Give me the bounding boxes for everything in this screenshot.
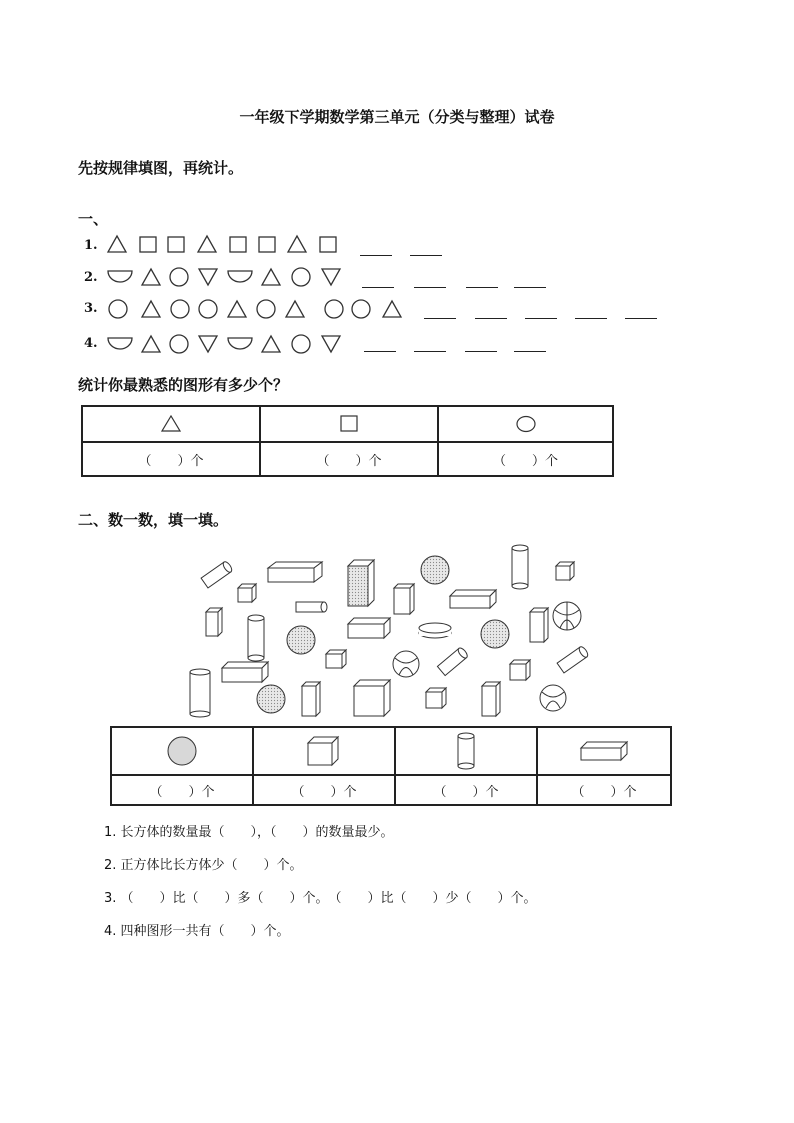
- cylinder-shape: [201, 560, 233, 588]
- question-4: [104, 920, 290, 939]
- stat-answer-cell[interactable]: （ ）个: [395, 775, 537, 805]
- stat-question: 统计你最熟悉的图形有多少个？: [78, 376, 289, 394]
- triangle-shape: [228, 301, 246, 317]
- pattern-row-3-shapes: [106, 297, 406, 321]
- triangle-shape: [198, 236, 216, 252]
- question-number: 2.: [104, 858, 117, 873]
- stat-header-square: [260, 406, 438, 442]
- answer-blank[interactable]: [514, 287, 546, 288]
- answer-blank[interactable]: [475, 318, 507, 319]
- answer-blank[interactable]: [466, 287, 498, 288]
- sphere-shape: [257, 685, 285, 713]
- stat-answer-cell[interactable]: （ ）个: [260, 442, 438, 476]
- answer-blank[interactable]: [414, 287, 446, 288]
- circle-shape: [171, 300, 189, 318]
- answer-blank[interactable]: [575, 318, 607, 319]
- pattern-row-2-shapes: [106, 266, 346, 288]
- cube-icon: [304, 735, 344, 767]
- square-icon: [340, 415, 358, 433]
- cuboid-shape: [394, 584, 414, 614]
- stat-header-triangle: [82, 406, 260, 442]
- stat-header-sphere: [111, 727, 253, 775]
- triangle-shape: [142, 336, 160, 352]
- answer-blank[interactable]: [414, 351, 446, 352]
- cylinder-icon: [455, 732, 477, 770]
- circle-shape: [170, 335, 188, 353]
- cube-shape: [238, 584, 256, 602]
- pattern-row-4: [84, 332, 98, 351]
- instruction: 先按规律填图，再统计。: [78, 159, 244, 177]
- triangle-icon: [161, 415, 181, 433]
- square-shape: [140, 237, 156, 252]
- cylinder-shape: [190, 669, 210, 717]
- cuboid-shape: [530, 608, 548, 642]
- pattern-row-2: [84, 266, 98, 285]
- cuboid-shape: [222, 662, 268, 682]
- stat-answer-cell[interactable]: （ ）个: [438, 442, 613, 476]
- stat-header-circle: [438, 406, 613, 442]
- answer-blank[interactable]: [360, 255, 392, 256]
- triangle-shape: [142, 301, 160, 317]
- stat-answer-cell[interactable]: （ ）个: [82, 442, 260, 476]
- solid-stat-table: [110, 726, 672, 806]
- square-shape: [230, 237, 246, 252]
- inv-triangle-shape: [199, 336, 217, 352]
- cylinder-shape: [248, 615, 264, 661]
- stat-answer-cell[interactable]: （ ）个: [537, 775, 671, 805]
- triangle-shape: [108, 236, 126, 252]
- semicircle-shape: [108, 338, 132, 349]
- stat-header-cylinder: [395, 727, 537, 775]
- triangle-shape: [288, 236, 306, 252]
- cuboid-shape: [268, 562, 322, 582]
- inv-triangle-shape: [322, 269, 340, 285]
- cuboid-shape: [302, 682, 320, 716]
- circle-shape: [109, 300, 127, 318]
- circle-shape: [170, 268, 188, 286]
- ball-shape: [540, 685, 566, 711]
- triangle-shape: [383, 301, 401, 317]
- sphere-shape: [287, 626, 315, 654]
- sphere-icon: [166, 735, 198, 767]
- circle-icon: [516, 415, 536, 433]
- triangle-shape: [142, 269, 160, 285]
- answer-blank[interactable]: [625, 318, 657, 319]
- cylinder-shape: [557, 645, 589, 673]
- question-number: 4.: [104, 924, 117, 939]
- square-shape: [259, 237, 275, 252]
- question-text: 长方体的数量最（ ），（ ）的数量最少。: [120, 825, 394, 840]
- section1-heading: 一、: [78, 210, 109, 228]
- cube-shape: [510, 660, 530, 680]
- solids-illustration: [180, 540, 600, 720]
- cylinder-shape: [419, 623, 451, 638]
- cuboid-shape: [482, 682, 500, 716]
- circle-shape: [257, 300, 275, 318]
- cuboid-shape: [450, 590, 496, 608]
- square-shape: [168, 237, 184, 252]
- pattern-row-4-shapes: [106, 332, 346, 354]
- section2-heading: 二、数一数，填一填。: [78, 511, 229, 529]
- row-label: 2.: [84, 270, 98, 285]
- cylinder-shape: [512, 545, 528, 589]
- stat-header-cuboid: [537, 727, 671, 775]
- triangle-shape: [286, 301, 304, 317]
- semicircle-shape: [228, 271, 252, 282]
- sphere-shape: [481, 620, 509, 648]
- circle-shape: [292, 335, 310, 353]
- cube-shape: [354, 680, 390, 716]
- semicircle-shape: [108, 271, 132, 282]
- stat-answer-cell[interactable]: （ ）个: [111, 775, 253, 805]
- stat-answer-cell[interactable]: （ ）个: [253, 775, 395, 805]
- triangle-shape: [262, 336, 280, 352]
- cylinder-shape: [296, 602, 327, 612]
- inv-triangle-shape: [199, 269, 217, 285]
- answer-blank[interactable]: [362, 287, 394, 288]
- pattern-row-3: [84, 297, 98, 316]
- ball-shape: [393, 651, 419, 677]
- row-label: 1.: [84, 238, 98, 253]
- cuboid-shape: [206, 608, 222, 636]
- circle-shape: [199, 300, 217, 318]
- cuboid-icon: [579, 740, 629, 762]
- pattern-row-1: [84, 234, 98, 253]
- row-label: 4.: [84, 336, 98, 351]
- triangle-shape: [262, 269, 280, 285]
- answer-blank[interactable]: [424, 318, 456, 319]
- question-text: 四种图形一共有（ ）个。: [120, 924, 290, 939]
- square-shape: [320, 237, 336, 252]
- question-text: 正方体比长方体少（ ）个。: [120, 858, 303, 873]
- answer-blank[interactable]: [514, 351, 546, 352]
- question-number: 3.: [104, 891, 117, 906]
- circle-shape: [292, 268, 310, 286]
- question-1: [104, 821, 394, 840]
- circle-shape: [325, 300, 343, 318]
- answer-blank[interactable]: [525, 318, 557, 319]
- circle-shape: [352, 300, 370, 318]
- question-2: [104, 854, 303, 873]
- shape-stat-table: [81, 405, 614, 477]
- stat-header-cube: [253, 727, 395, 775]
- cube-shape: [326, 650, 346, 668]
- pattern-row-1-shapes: [106, 234, 346, 256]
- cylinder-shape: [437, 646, 468, 675]
- question-3: [104, 887, 537, 906]
- cuboid-shape: [348, 560, 374, 606]
- cube-shape: [556, 562, 574, 580]
- inv-triangle-shape: [322, 336, 340, 352]
- cube-shape: [426, 688, 446, 708]
- page-title: 一年级下学期数学第三单元（分类与整理）试卷: [239, 108, 555, 126]
- row-label: 3.: [84, 301, 98, 316]
- cuboid-shape: [348, 618, 390, 638]
- sphere-shape: [421, 556, 449, 584]
- answer-blank[interactable]: [364, 351, 396, 352]
- answer-blank[interactable]: [465, 351, 497, 352]
- ball-shape: [553, 602, 581, 630]
- question-text: （ ）比（ ）多（ ）个。 （ ）比（ ）少（ ）个。: [120, 891, 537, 906]
- question-number: 1.: [104, 825, 117, 840]
- semicircle-shape: [228, 338, 252, 349]
- answer-blank[interactable]: [410, 255, 442, 256]
